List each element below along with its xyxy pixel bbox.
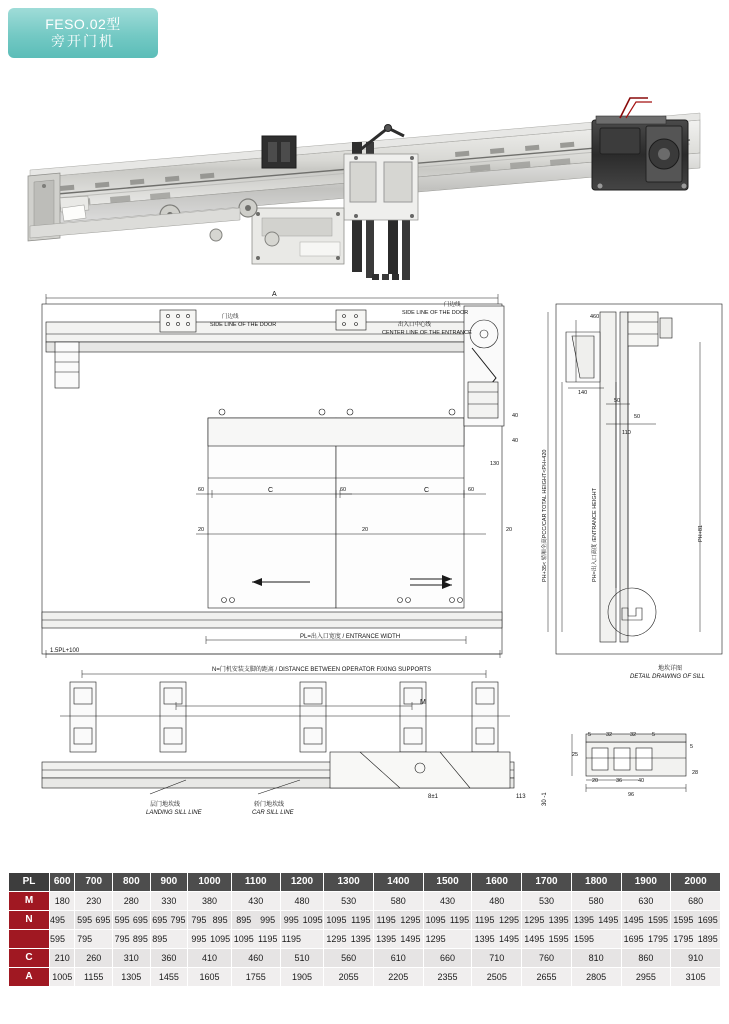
table-cell: 895 <box>150 930 188 949</box>
label-tag <box>62 205 86 221</box>
top-block <box>262 136 296 168</box>
table-cell: 1195 <box>280 930 324 949</box>
sill-20: 20 <box>592 778 599 784</box>
dim-40a: 40 <box>512 413 519 419</box>
table-cell: 610 <box>373 949 423 968</box>
table-cell: 2655 <box>522 968 572 987</box>
header-cell: 1400 <box>373 873 423 892</box>
sill-36: 36 <box>616 778 623 784</box>
table-cell: 1595 <box>571 930 621 949</box>
technical-drawing <box>0 282 729 862</box>
table-cell: 995 1095 <box>280 911 324 930</box>
table-cell: 995 1095 <box>188 930 232 949</box>
header-cell: 1600 <box>472 873 522 892</box>
table-cell: 1155 <box>75 968 113 987</box>
dim-60-mid: 60 <box>340 487 347 493</box>
table-cell: 1755 <box>231 968 280 987</box>
label-car-sill-cn: 轿门地坎线 <box>254 802 285 808</box>
table-cell: 310 <box>113 949 151 968</box>
table-cell: 1305 <box>113 968 151 987</box>
dim-M: M <box>420 699 426 706</box>
table-cell: 795 895 <box>188 911 232 930</box>
label-door-side-line-cn: 门边线 <box>222 314 239 320</box>
dim-40b: 40 <box>512 438 519 444</box>
table-cell: 480 <box>280 892 324 911</box>
dim-60-right: 60 <box>468 487 475 493</box>
dim-20-right: 20 <box>506 527 513 533</box>
header-cell: 1100 <box>231 873 280 892</box>
sill-5a: 5 <box>588 732 592 738</box>
table-cell: 1295 <box>423 930 472 949</box>
table-cell: 530 <box>324 892 374 911</box>
table-cell: 1795 1895 <box>671 930 721 949</box>
table-cell: 1605 <box>188 968 232 987</box>
table-cell: 280 <box>113 892 151 911</box>
table-cell: 1295 1395 <box>522 911 572 930</box>
label-car-total-height: PH+35< 轿厢全高PCC/CAR TOTAL HEIGHT<PH+420 <box>542 449 548 582</box>
table-cell: 2205 <box>373 968 423 987</box>
table-cell: 630 <box>621 892 671 911</box>
table-row <box>9 949 721 968</box>
table-cell: 2805 <box>571 968 621 987</box>
table-cell: 1005 <box>50 968 75 987</box>
table-cell: 1395 1495 <box>373 930 423 949</box>
table-cell: 380 <box>188 892 232 911</box>
label-entrance-center-cn: 出入口中心线 <box>398 322 432 328</box>
sill-5c: 5 <box>690 744 694 750</box>
dimension-table <box>8 872 721 987</box>
label-landing-sill-en: LANDING SILL LINE <box>146 810 202 816</box>
dim-460: 460 <box>590 314 600 320</box>
row-label <box>9 930 50 949</box>
table-cell: 580 <box>373 892 423 911</box>
table-cell: 1495 1595 <box>621 911 671 930</box>
sill-25: 25 <box>572 752 579 758</box>
header-cell: 1900 <box>621 873 671 892</box>
table-cell: 180 <box>50 892 75 911</box>
dim-50: 50 <box>614 398 621 404</box>
product-photo <box>0 58 729 280</box>
label-entrance-width: PL=出入口宽度 / ENTRANCE WIDTH <box>300 634 401 640</box>
header-cell: 900 <box>150 873 188 892</box>
header-cell-pl: PL <box>9 873 50 892</box>
header-cell: 700 <box>75 873 113 892</box>
table-cell: 210 <box>50 949 75 968</box>
table-cell: 430 <box>231 892 280 911</box>
dim-50b: 50 <box>634 414 641 420</box>
dim-113: 113 <box>516 794 526 800</box>
table-cell: 330 <box>150 892 188 911</box>
motor-assembly <box>592 98 688 190</box>
dim-C-left: C <box>268 487 274 494</box>
dim-sill: 1.5PL+100 <box>50 648 80 654</box>
label-entrance-height: PH=出入口高度 /ENTRANCE HEIGHT <box>592 488 598 582</box>
table-cell: 760 <box>522 949 572 968</box>
table-cell: 360 <box>150 949 188 968</box>
table-cell: 530 <box>522 892 572 911</box>
dim-20-left: 20 <box>198 527 205 533</box>
table-cell: 510 <box>280 949 324 968</box>
badge-line1: FESO.02型 <box>45 16 121 32</box>
sill-28: 28 <box>692 770 699 776</box>
table-cell: 480 <box>472 892 522 911</box>
table-cell: 1295 1395 <box>324 930 374 949</box>
table-cell: 560 <box>324 949 374 968</box>
header-cell: 1300 <box>324 873 374 892</box>
header-cell: 1200 <box>280 873 324 892</box>
table-cell: 1195 1295 <box>472 911 522 930</box>
table-cell: 410 <box>188 949 232 968</box>
table-cell: 2955 <box>621 968 671 987</box>
header-cell: 600 <box>50 873 75 892</box>
table-cell: 2055 <box>324 968 374 987</box>
table-row <box>9 930 721 949</box>
table-cell: 860 <box>621 949 671 968</box>
table-cell: 595 695 <box>113 911 151 930</box>
table-cell: 810 <box>571 949 621 968</box>
header-cell: 1000 <box>188 873 232 892</box>
label-detail-sill-cn: 地坎详图 <box>658 666 683 672</box>
table-body <box>9 892 721 987</box>
table-cell: 1395 1495 <box>571 911 621 930</box>
table-cell: 1495 1595 <box>522 930 572 949</box>
sill-32b: 32 <box>630 732 637 738</box>
table-cell: 260 <box>75 949 113 968</box>
table-cell: 795 895 <box>113 930 151 949</box>
table-cell: 1395 1495 <box>472 930 522 949</box>
sill-40: 40 <box>638 778 645 784</box>
table-cell: 710 <box>472 949 522 968</box>
table-cell: 495 <box>50 911 75 930</box>
table-cell: 680 <box>671 892 721 911</box>
header-cell: 1800 <box>571 873 621 892</box>
dim-8: 8±1 <box>428 794 438 800</box>
dim-20-mid: 20 <box>362 527 369 533</box>
table-cell: 660 <box>423 949 472 968</box>
table-cell: 580 <box>571 892 621 911</box>
label-landing-sill-cn: 层门地坎线 <box>150 802 181 808</box>
header-cell: 1500 <box>423 873 472 892</box>
table-cell: 795 <box>75 930 113 949</box>
table-cell: 2355 <box>423 968 472 987</box>
sill-32a: 32 <box>606 732 613 738</box>
table-cell: 2505 <box>472 968 522 987</box>
table-cell: 1095 1195 <box>423 911 472 930</box>
label-car-sill-en: CAR SILL LINE <box>252 810 294 816</box>
table-cell: 1595 1695 <box>671 911 721 930</box>
table-cell: 1455 <box>150 968 188 987</box>
label-operator-supports: N=门机安装支脚的距离 / DISTANCE BETWEEN OPERATOR FIXING SUPPORTS <box>212 667 432 673</box>
dim-110: 110 <box>622 430 631 436</box>
dim-140: 140 <box>578 390 588 396</box>
table-cell: 460 <box>231 949 280 968</box>
table-cell: 595 695 <box>75 911 113 930</box>
table-cell: 695 795 <box>150 911 188 930</box>
table-cell: 595 <box>50 930 75 949</box>
label-door-side-line-en2: SIDE LINE OF THE DOOR <box>402 310 469 316</box>
table-row <box>9 892 721 911</box>
product-badge <box>8 8 158 58</box>
table-cell: 3105 <box>671 968 721 987</box>
header-cell: 2000 <box>671 873 721 892</box>
table-cell: 1195 1295 <box>373 911 423 930</box>
dim-60-left: 60 <box>198 487 205 493</box>
table-row <box>9 911 721 930</box>
table-cell: 1695 1795 <box>621 930 671 949</box>
table-cell: 1905 <box>280 968 324 987</box>
table-cell: 895 995 <box>231 911 280 930</box>
table-cell: 1095 1195 <box>324 911 374 930</box>
label-entrance-center-en: CENTER LINE OF THE ENTRANCE <box>382 330 472 336</box>
row-label: A <box>9 968 50 987</box>
dim-C-right: C <box>424 487 430 494</box>
header-cell: 1700 <box>522 873 572 892</box>
header-cell: 800 <box>113 873 151 892</box>
row-label: C <box>9 949 50 968</box>
label-door-side-line-cn2: 门边线 <box>444 302 461 308</box>
row-label: M <box>9 892 50 911</box>
dim-30: 30 -1 <box>542 792 548 806</box>
dim-A: A <box>272 291 277 298</box>
table-row <box>9 968 721 987</box>
sill-5b: 5 <box>652 732 656 738</box>
row-label: N <box>9 911 50 930</box>
table-cell: 430 <box>423 892 472 911</box>
label-door-side-line-en: SIDE LINE OF THE DOOR <box>210 322 277 328</box>
table-header-row <box>9 873 721 892</box>
table-cell: 1095 1195 <box>231 930 280 949</box>
sill-96: 96 <box>628 792 635 798</box>
table-cell: 230 <box>75 892 113 911</box>
label-ph81: PH+81 <box>698 525 704 542</box>
table-cell: 910 <box>671 949 721 968</box>
dim-130: 130 <box>490 461 500 467</box>
badge-line2: 旁开门机 <box>51 33 115 49</box>
label-detail-sill-en: DETAIL DRAWING OF SILL <box>630 674 705 680</box>
